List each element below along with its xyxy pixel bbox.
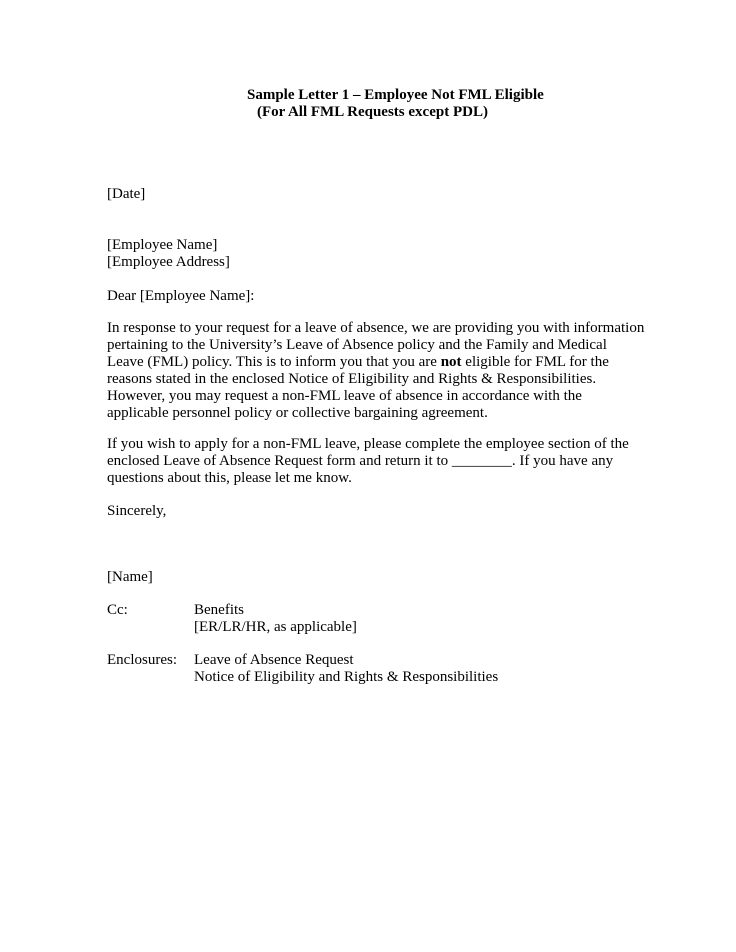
body-paragraph-2 (107, 436, 637, 487)
date-placeholder: [Date] (107, 186, 146, 202)
paragraph-line: reasons stated in the enclosed Notice of Eligibility and Rights & Responsibilities. (107, 371, 597, 387)
paragraph-line (107, 354, 637, 371)
enclosure-item: Leave of Absence Request (194, 652, 354, 668)
paragraph-line: applicable personnel policy or collective bargaining agreement. (107, 405, 488, 421)
closing: Sincerely, (107, 503, 167, 519)
employee-name: [Employee Name] (107, 237, 218, 253)
paragraph-line: enclosed Leave of Absence Request form and return it to ________. If you have any (107, 453, 614, 469)
paragraph-text: Leave (FML) policy. This is to inform you that you are (107, 354, 441, 370)
cc-recipient: [ER/LR/HR, as applicable] (194, 619, 357, 635)
employee-address: [Employee Address] (107, 254, 230, 270)
enclosure-item: Notice of Eligibility and Rights & Responsibilities (194, 669, 499, 685)
enclosures-list (194, 652, 498, 686)
salutation: Dear [Employee Name]: (107, 288, 255, 304)
paragraph-line: In response to your request for a leave of absence, we are providing you with information (107, 320, 645, 336)
signature-name: [Name] (107, 569, 153, 585)
paragraph-text: eligible for FML for the (461, 354, 609, 370)
cc-recipient: Benefits (194, 602, 244, 618)
paragraph-line: If you wish to apply for a non-FML leave, please complete the employee section of the (107, 436, 629, 452)
enclosures-label: Enclosures: (107, 652, 177, 668)
body-paragraph-1 (107, 320, 645, 422)
title-line-1: Sample Letter 1 – Employee Not FML Eligible (247, 87, 544, 103)
paragraph-line: However, you may request a non-FML leave of absence in accordance with the (107, 388, 582, 404)
title-line-2: (For All FML Requests except PDL) (257, 104, 488, 120)
emphasis-not: not (440, 354, 462, 370)
paragraph-line: pertaining to the University’s Leave of Absence policy and the Family and Medical (107, 337, 607, 353)
paragraph-line: questions about this, please let me know. (107, 470, 352, 486)
cc-recipients (194, 602, 357, 636)
cc-label: Cc: (107, 602, 128, 618)
